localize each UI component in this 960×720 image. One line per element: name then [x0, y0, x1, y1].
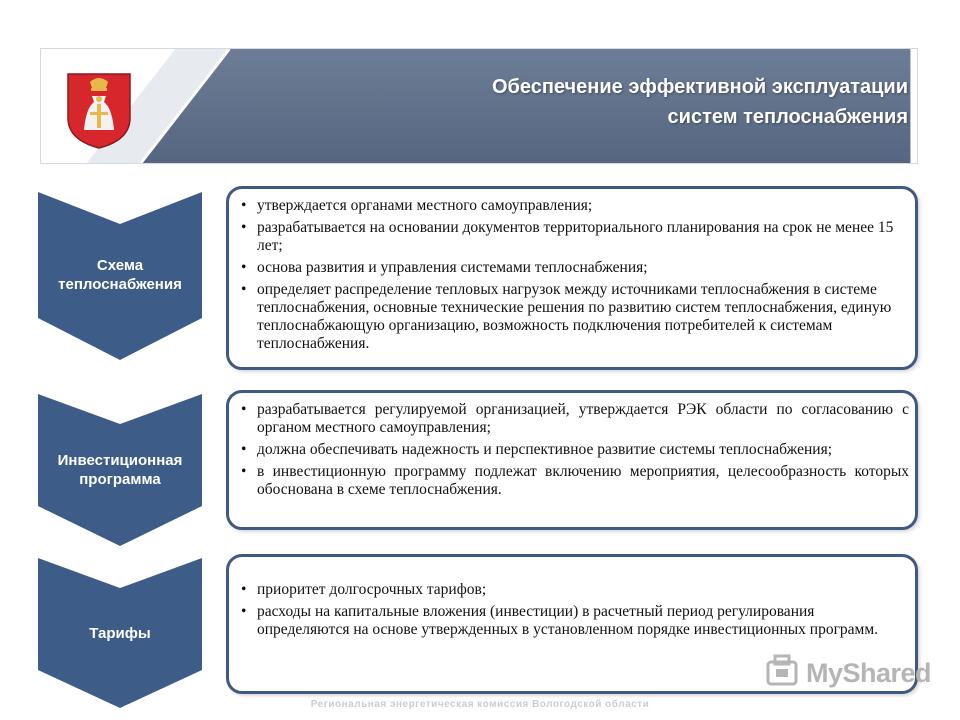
bullet-text: разрабатывается регулируемой организацией, утверждается РЭК области по согласованию с органом местного самоуправления; — [257, 401, 909, 436]
bullet-icon: • — [241, 463, 247, 480]
investment-bullet-list — [233, 401, 909, 499]
vologda-coat-of-arms-icon — [64, 68, 134, 150]
bullet-icon: • — [241, 259, 247, 276]
bullet-icon: • — [241, 219, 247, 236]
bullet-text: утверждается органами местного самоуправления; — [257, 197, 593, 214]
section-label-tariffs: Тарифы — [89, 625, 151, 642]
title-line-2: систем теплоснабжения — [667, 106, 908, 128]
watermark-text: MyShared — [806, 658, 932, 688]
investment-details-box — [226, 390, 918, 530]
bullet-text: в инвестиционную программу подлежат включению мероприятия, целесообразность которых обоснована в схеме теплоснабжения. — [257, 463, 909, 498]
bullet-text: должна обеспечивать надежность и перспективное развитие системы теплоснабжения; — [257, 441, 832, 458]
section-label-scheme: Схема теплоснабжения — [58, 257, 182, 293]
page-title — [492, 72, 908, 132]
list-item — [233, 401, 909, 437]
list-item — [233, 219, 909, 255]
tariffs-bullet-list — [233, 581, 909, 639]
bullet-icon: • — [241, 281, 247, 298]
bullet-icon: • — [241, 441, 247, 458]
section-label-investment: Инвестиционная программа — [57, 452, 183, 488]
list-item — [233, 463, 909, 499]
scheme-bullet-list — [233, 197, 909, 353]
list-item — [233, 581, 909, 599]
bullet-text: приоритет долгосрочных тарифов; — [257, 581, 487, 598]
list-item — [233, 197, 909, 215]
bullet-icon: • — [241, 197, 247, 214]
bullet-icon: • — [241, 603, 247, 620]
list-item — [233, 441, 909, 459]
bullet-icon: • — [241, 401, 247, 418]
bullet-text: определяет распределение тепловых нагрузок между источниками теплоснабжения в системе теплоснабжения, основные технические решения по развитию систем теплоснабжения, единую теплоснабжающую организацию, возможность подключения потребителей к системам теплоснабжения. — [257, 281, 892, 352]
bullet-icon: • — [241, 581, 247, 598]
bullet-text: разрабатывается на основании документов территориального планирования на срок не менее 15 лет; — [257, 219, 894, 254]
list-item — [233, 281, 909, 353]
bullet-text: основа развития и управления системами теплоснабжения; — [257, 259, 648, 276]
list-item — [233, 259, 909, 277]
list-item — [233, 603, 909, 639]
bullet-text: расходы на капитальные вложения (инвестиции) в расчетный период регулирования определяются на основе утвержденных в установленном порядке инвестиционных программ. — [257, 603, 879, 638]
scheme-details-box — [226, 186, 918, 370]
footer-text: Региональная энергетическая комиссия Вологодской области — [310, 699, 650, 710]
title-line-1: Обеспечение эффективной эксплуатации — [491, 76, 908, 98]
